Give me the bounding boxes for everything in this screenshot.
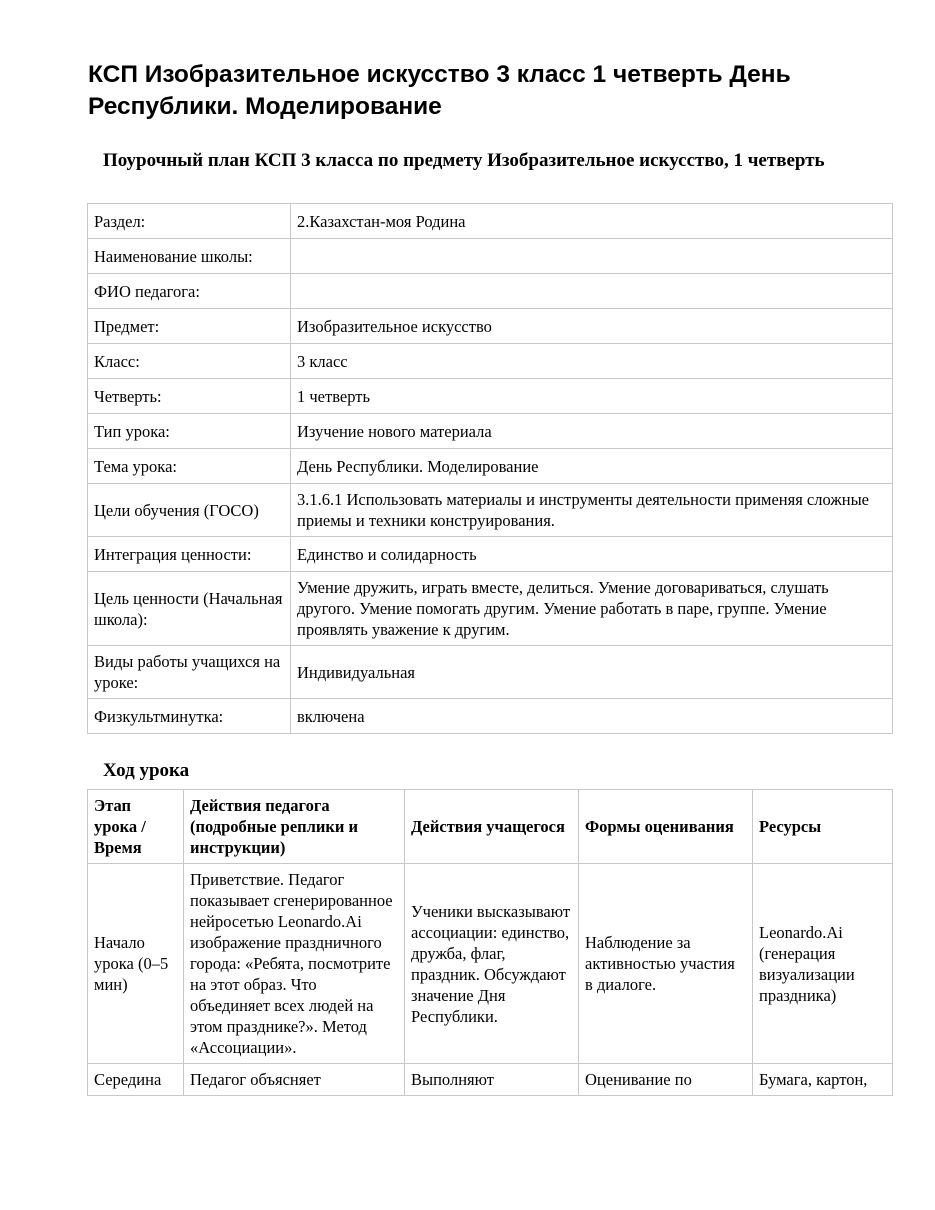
info-row <box>88 572 893 646</box>
info-label: Цель ценности (Начальная школа): <box>88 572 291 646</box>
info-value: 3.1.6.1 Использовать материалы и инструменты деятельности применяя сложные приемы и техники конструирования. <box>291 484 893 537</box>
course-cell: Выполняют <box>405 1064 579 1096</box>
course-cell: Середина <box>88 1064 184 1096</box>
info-label: ФИО педагога: <box>88 274 291 309</box>
info-value: Изобразительное искусство <box>291 309 893 344</box>
info-label: Цели обучения (ГОСО) <box>88 484 291 537</box>
info-row <box>88 646 893 699</box>
info-label: Физкультминутка: <box>88 699 291 734</box>
course-row <box>88 1064 893 1096</box>
course-cell: Оценивание по <box>579 1064 753 1096</box>
plan-heading: Поурочный план КСП 3 класса по предмету Изобразительное искусство, 1 четверть <box>103 150 825 171</box>
info-row <box>88 537 893 572</box>
info-value: Единство и солидарность <box>291 537 893 572</box>
info-row <box>88 274 893 309</box>
info-value: 1 четверть <box>291 379 893 414</box>
lesson-course-table <box>87 789 893 1096</box>
course-column-header: Формы оценивания <box>579 790 753 864</box>
course-cell: Начало урока (0–5 мин) <box>88 864 184 1064</box>
info-value: Умение дружить, играть вместе, делиться. Умение договариваться, слушать другого. Умение помогать другим. Умение работать в паре, группе. Умение проявлять уважение к другим. <box>291 572 893 646</box>
info-value: 3 класс <box>291 344 893 379</box>
info-row <box>88 344 893 379</box>
document-title: КСП Изобразительное искусство 3 класс 1 четверть День Республики. Моделирование <box>88 61 791 120</box>
info-value <box>291 274 893 309</box>
course-cell: Приветствие. Педагог показывает сгенерированное нейросетью Leonardo.Ai изображение праздничного города: «Ребята, посмотрите на этот образ. Что объединяет всех людей на этом празднике?». Метод «Ассоциации». <box>184 864 405 1064</box>
info-label: Раздел: <box>88 204 291 239</box>
info-label: Предмет: <box>88 309 291 344</box>
info-label: Интеграция ценности: <box>88 537 291 572</box>
info-label: Тема урока: <box>88 449 291 484</box>
info-value: включена <box>291 699 893 734</box>
course-cell: Педагог объясняет <box>184 1064 405 1096</box>
info-row <box>88 309 893 344</box>
info-row <box>88 699 893 734</box>
info-value: Изучение нового материала <box>291 414 893 449</box>
info-label: Наименование школы: <box>88 239 291 274</box>
course-cell: Бумага, картон, <box>753 1064 893 1096</box>
course-heading: Ход урока <box>103 760 190 781</box>
info-value: Индивидуальная <box>291 646 893 699</box>
info-label: Виды работы учащихся на уроке: <box>88 646 291 699</box>
info-row <box>88 449 893 484</box>
info-value: День Республики. Моделирование <box>291 449 893 484</box>
course-cell: Наблюдение за активностью участия в диалоге. <box>579 864 753 1064</box>
info-row <box>88 379 893 414</box>
course-column-header: Этап урока / Время <box>88 790 184 864</box>
course-column-header: Ресурсы <box>753 790 893 864</box>
info-row <box>88 484 893 537</box>
info-label: Тип урока: <box>88 414 291 449</box>
info-value <box>291 239 893 274</box>
course-cell: Leonardo.Ai (генерация визуализации праздника) <box>753 864 893 1064</box>
info-row <box>88 204 893 239</box>
course-row <box>88 864 893 1064</box>
info-value: 2.Казахстан-моя Родина <box>291 204 893 239</box>
course-cell: Ученики высказывают ассоциации: единство, дружба, флаг, праздник. Обсуждают значение Дня Республики. <box>405 864 579 1064</box>
info-label: Класс: <box>88 344 291 379</box>
course-column-header: Действия педагога (подробные реплики и инструкции) <box>184 790 405 864</box>
info-row <box>88 414 893 449</box>
course-column-header: Действия учащегося <box>405 790 579 864</box>
info-row <box>88 239 893 274</box>
info-label: Четверть: <box>88 379 291 414</box>
lesson-info-table <box>87 203 893 734</box>
